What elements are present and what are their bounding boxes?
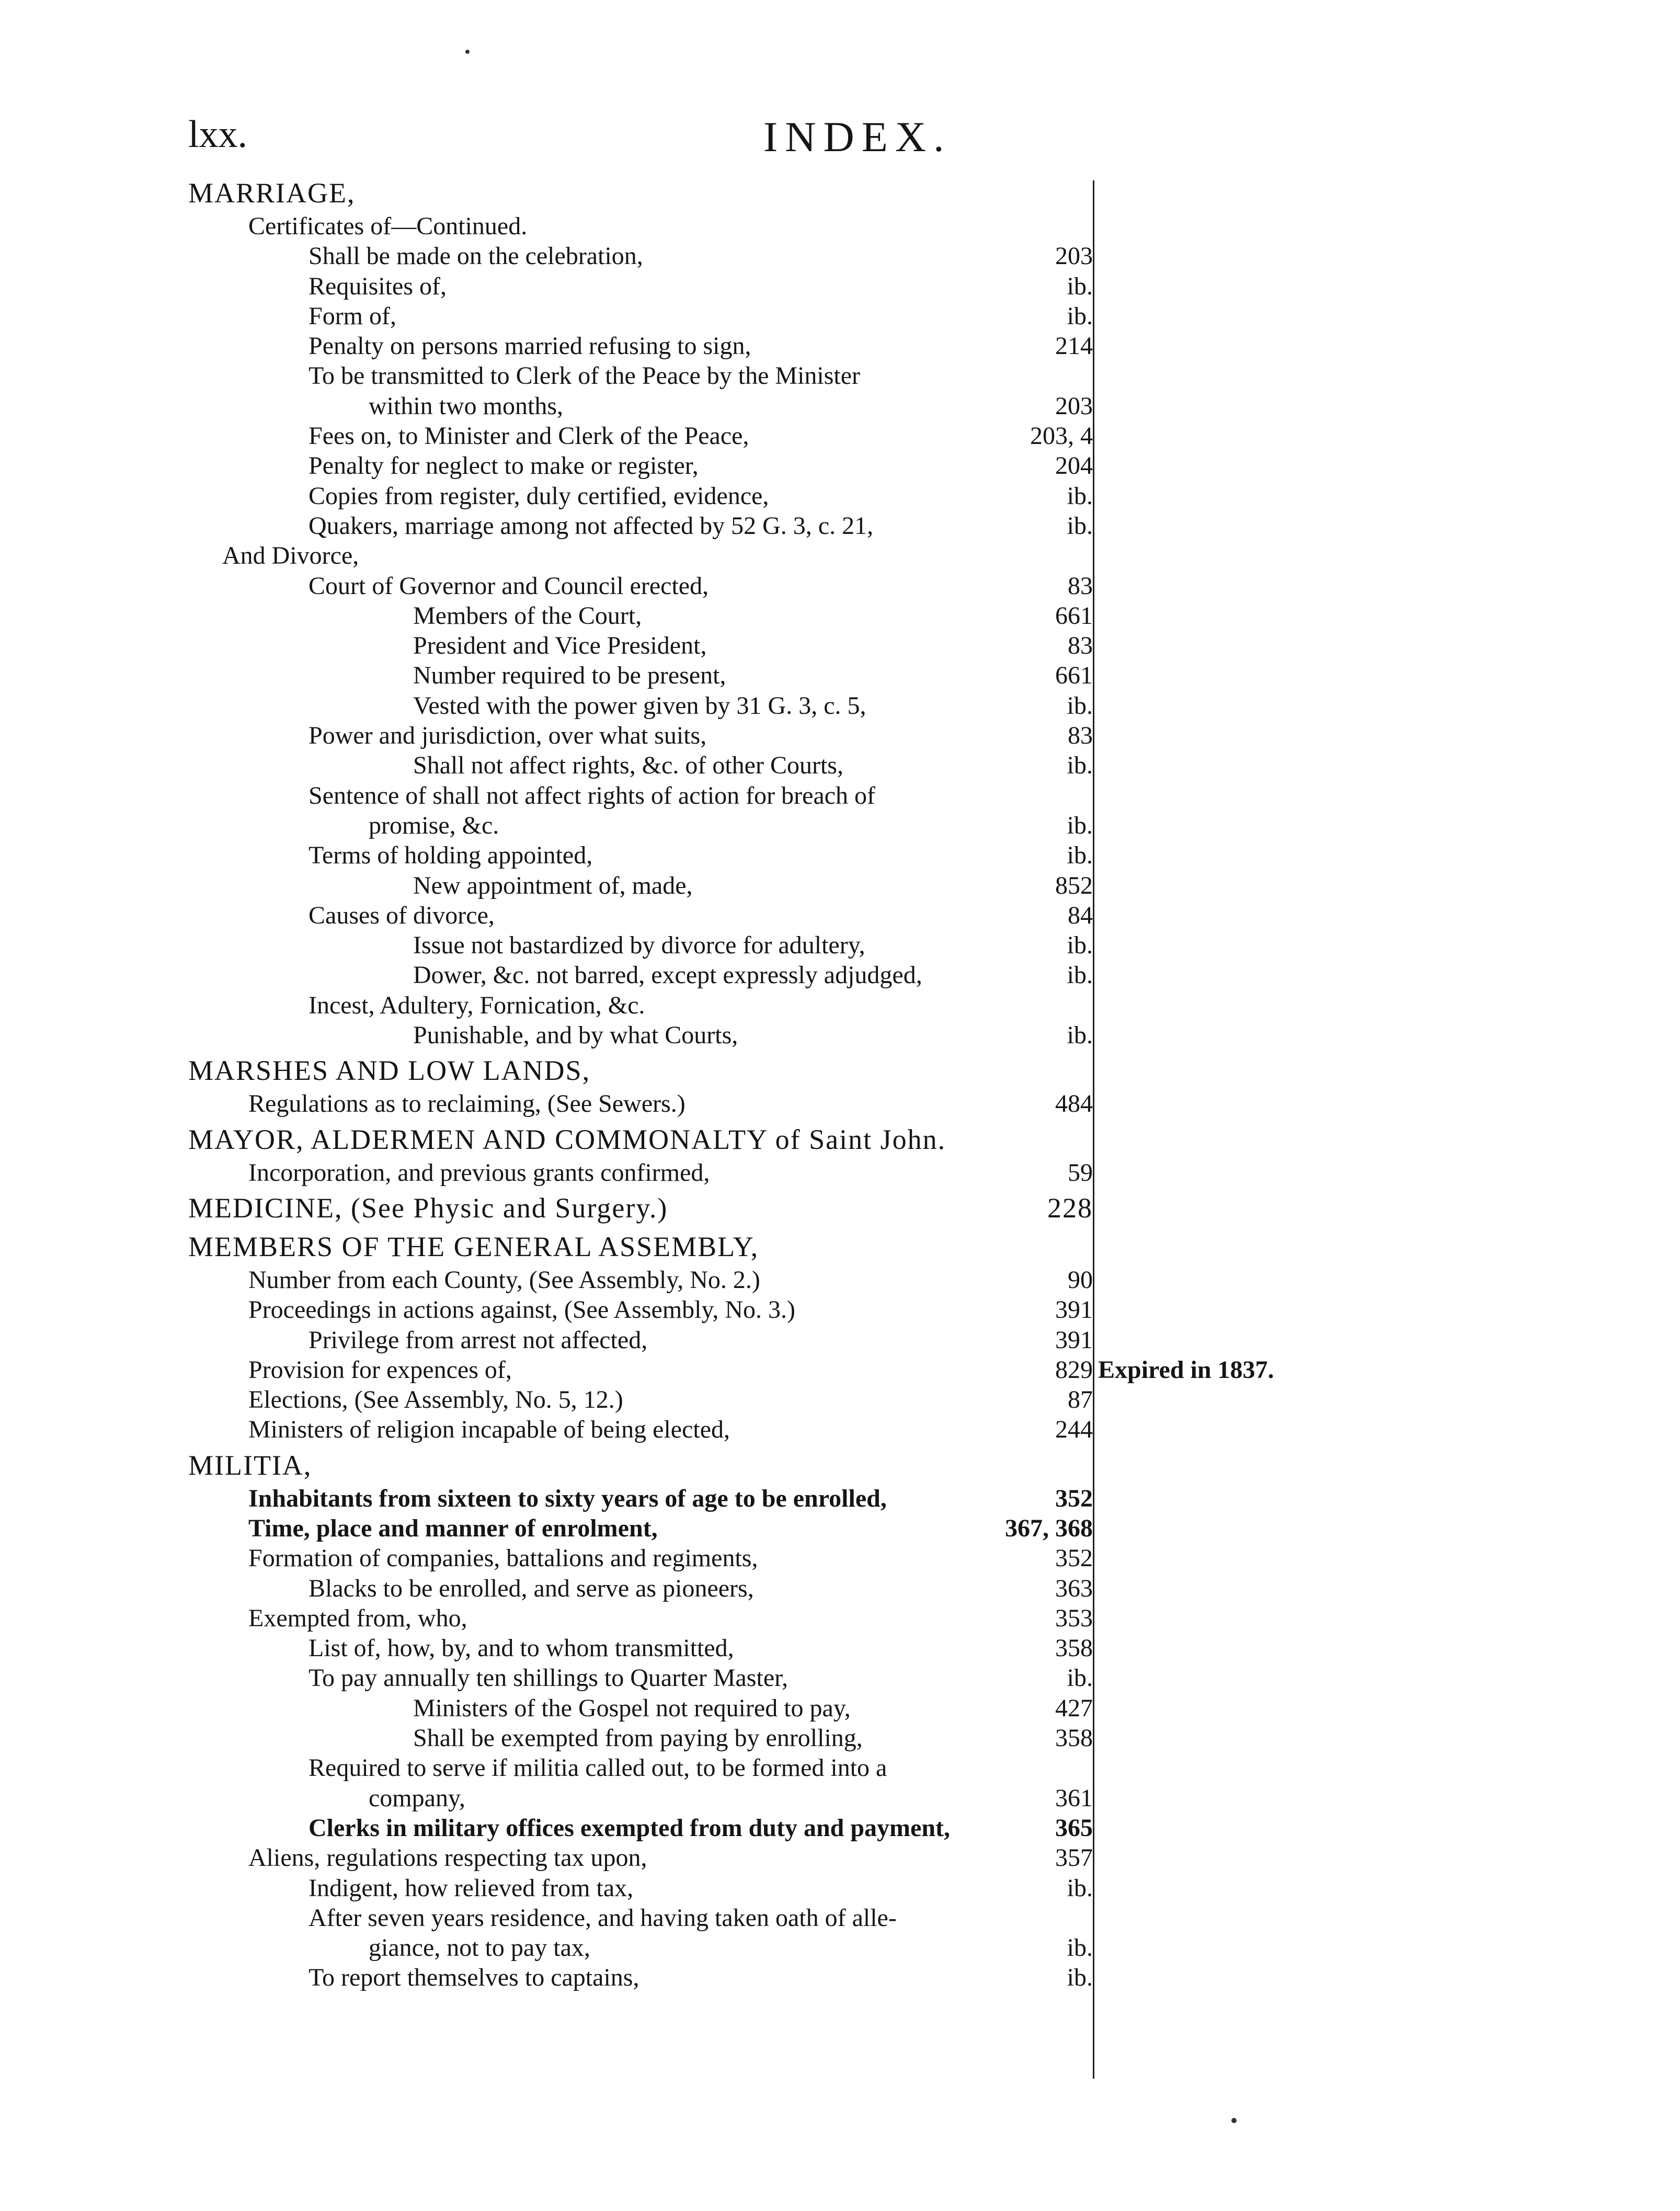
index-entry (188, 1513, 1093, 1543)
index-heading (188, 1445, 1093, 1484)
index-entry (188, 211, 1093, 241)
entry-text: Shall not affect rights, &c. of other Courts, (413, 751, 843, 780)
index-entry (188, 541, 1093, 571)
page-header (188, 112, 1354, 170)
page-reference: 829 (1055, 1355, 1093, 1384)
page-reference: 661 (1055, 662, 1093, 690)
index-entry (188, 331, 1093, 361)
index-entry (188, 721, 1093, 750)
page-reference: 204 (1055, 452, 1093, 480)
index-entry (188, 1843, 1093, 1873)
print-speck-top (465, 50, 470, 54)
page-reference: ib. (1067, 691, 1093, 720)
entry-text: within two months, (369, 392, 564, 420)
column-rule (1093, 180, 1094, 2079)
index-entry (188, 1813, 1093, 1843)
entry-text: Court of Governor and Council erected, (308, 572, 709, 600)
page-reference: ib. (1067, 1964, 1093, 1992)
page-title: INDEX. (763, 113, 952, 161)
index-entry (188, 1873, 1093, 1903)
entry-text: Shall be made on the celebration, (308, 242, 643, 270)
entry-text: New appointment of, made, (413, 871, 693, 899)
entry-text: company, (369, 1784, 465, 1812)
entry-text: Provision for expences of, (248, 1355, 512, 1384)
entry-text: Incorporation, and previous grants confirmed, (248, 1158, 710, 1187)
index-heading (188, 173, 1093, 211)
index-entry (188, 1633, 1093, 1663)
index-entry (188, 1265, 1093, 1295)
entry-text: Regulations as to reclaiming, (See Sewers.) (248, 1090, 685, 1118)
index-entry (188, 1355, 1274, 1385)
entry-text: Dower, &c. not barred, except expressly adjudged, (413, 961, 922, 989)
page-reference: 228 (1047, 1192, 1093, 1224)
page-reference: 353 (1055, 1604, 1093, 1632)
page-reference: ib. (1067, 482, 1093, 510)
entry-text: giance, not to pay tax, (369, 1934, 590, 1962)
entry-text: And Divorce, (222, 542, 359, 570)
index-entry (188, 1753, 1093, 1783)
page-reference: 367, 368 (1005, 1514, 1093, 1542)
page-reference: ib. (1067, 302, 1093, 330)
entry-text: Number required to be present, (413, 662, 726, 690)
entry-text: Terms of holding appointed, (308, 841, 593, 870)
index-entry (188, 361, 1093, 391)
index-entry (188, 1543, 1093, 1573)
index-entry (188, 930, 1093, 960)
index-entry (188, 1385, 1093, 1415)
entry-text: MILITIA, (188, 1449, 312, 1481)
index-entry (188, 1783, 1093, 1813)
entry-text: Indigent, how relieved from tax, (308, 1874, 634, 1902)
page-reference: ib. (1067, 1021, 1093, 1050)
index-entry (188, 1325, 1093, 1355)
page-reference: 203 (1055, 392, 1093, 420)
entry-text: Ministers of religion incapable of being elected, (248, 1416, 730, 1444)
entry-text: Fees on, to Minister and Clerk of the Peace, (308, 422, 749, 450)
entry-text: Vested with the power given by 31 G. 3, c. 5, (413, 691, 866, 720)
page-reference: 214 (1055, 332, 1093, 360)
page-reference: 352 (1055, 1484, 1093, 1512)
index-entry (188, 990, 1093, 1020)
entry-text: Inhabitants from sixteen to sixty years of age to be enrolled, (248, 1484, 887, 1512)
entry-text: Clerks in military offices exempted from duty and payment, (308, 1814, 950, 1842)
index-entry (188, 871, 1093, 901)
index-entry (188, 631, 1093, 660)
page-reference: 391 (1055, 1326, 1093, 1354)
page-reference: 358 (1055, 1724, 1093, 1752)
entry-text: President and Vice President, (413, 632, 707, 660)
entry-text: Certificates of—Continued. (248, 212, 528, 240)
entry-text: Elections, (See Assembly, No. 5, 12.) (248, 1386, 623, 1414)
entry-text: Form of, (308, 302, 396, 330)
page-reference: 203, 4 (1030, 422, 1093, 450)
index-entry (188, 1693, 1093, 1723)
page-reference: 361 (1055, 1784, 1093, 1812)
entry-text: Penalty on persons married refusing to sign, (308, 332, 751, 360)
margin-note: Expired in 1837. (1098, 1355, 1274, 1384)
entry-text: Aliens, regulations respecting tax upon, (248, 1844, 647, 1872)
index-entry (188, 840, 1093, 870)
entry-text: Issue not bastardized by divorce for adultery, (413, 931, 865, 960)
entry-text: MAYOR, ALDERMEN AND COMMONALTY of Saint John. (188, 1123, 946, 1155)
page-reference: 59 (1068, 1158, 1093, 1187)
page-number: lxx. (188, 113, 248, 156)
entry-text: To be transmitted to Clerk of the Peace by the Minister (308, 362, 861, 390)
index-entry (188, 421, 1093, 451)
page-reference: 391 (1055, 1296, 1093, 1324)
index-entry (188, 481, 1093, 511)
index-entry (188, 1933, 1093, 1963)
entry-text: Power and jurisdiction, over what suits, (308, 722, 707, 750)
page-reference: 358 (1055, 1634, 1093, 1662)
page-reference: 203 (1055, 242, 1093, 270)
page-reference: 90 (1068, 1266, 1093, 1294)
index-heading (188, 1050, 1093, 1089)
page-reference: 83 (1068, 632, 1093, 660)
entry-text: To report themselves to captains, (308, 1964, 639, 1992)
entry-text: Sentence of shall not affect rights of action for breach of (308, 781, 876, 810)
index-entry (188, 1415, 1093, 1444)
page-reference: 83 (1068, 572, 1093, 600)
index-list (188, 173, 1274, 1993)
entry-text: List of, how, by, and to whom transmitted, (308, 1634, 734, 1662)
entry-text: Number from each County, (See Assembly, No. 2.) (248, 1266, 760, 1294)
entry-text: promise, &c. (369, 811, 499, 839)
entry-text: To pay annually ten shillings to Quarter Master, (308, 1664, 788, 1692)
index-entry (188, 1089, 1093, 1119)
entry-text: Required to serve if militia called out, to be formed into a (308, 1754, 887, 1782)
entry-text: MEDICINE, (See Physic and Surgery.) (188, 1192, 668, 1224)
index-entry (188, 781, 1093, 811)
entry-text: Copies from register, duly certified, evidence, (308, 482, 769, 510)
index-entry (188, 271, 1093, 301)
index-entry (188, 1484, 1093, 1513)
page-reference: ib. (1067, 511, 1093, 540)
page-reference: 852 (1055, 871, 1093, 899)
page-reference: ib. (1067, 1664, 1093, 1692)
entry-text: Shall be exempted from paying by enrolling, (413, 1724, 863, 1752)
print-speck-bottom (1231, 2118, 1237, 2123)
index-entry (188, 1574, 1093, 1603)
entry-text: Time, place and manner of enrolment, (248, 1514, 658, 1542)
entry-text: Privilege from arrest not affected, (308, 1326, 648, 1354)
entry-text: Punishable, and by what Courts, (413, 1021, 738, 1050)
page-reference: 363 (1055, 1574, 1093, 1602)
index-entry (188, 451, 1093, 481)
page-reference: 352 (1055, 1544, 1093, 1572)
index-entry (188, 1903, 1093, 1933)
index-heading (188, 1188, 1093, 1226)
entry-text: Incest, Adultery, Fornication, &c. (308, 991, 645, 1019)
page-reference: ib. (1067, 961, 1093, 989)
page-reference: ib. (1067, 1934, 1093, 1962)
index-entry (188, 511, 1093, 541)
page-reference: 84 (1068, 901, 1093, 929)
index-entry (188, 1723, 1093, 1753)
entry-text: Members of the Court, (413, 601, 642, 630)
entry-text: MEMBERS OF THE GENERAL ASSEMBLY, (188, 1230, 759, 1262)
page-reference: 87 (1068, 1386, 1093, 1414)
index-heading (188, 1226, 1093, 1265)
entry-text: MARRIAGE, (188, 177, 356, 209)
page-reference: ib. (1067, 751, 1093, 780)
index-entry (188, 691, 1093, 721)
page-reference: 484 (1055, 1090, 1093, 1118)
index-entry (188, 960, 1093, 990)
index-entry (188, 1963, 1093, 1992)
entry-text: Formation of companies, battalions and regiments, (248, 1544, 758, 1572)
index-entry (188, 391, 1093, 421)
entry-text: Exempted from, who, (248, 1604, 467, 1632)
index-entry (188, 1020, 1093, 1050)
entry-text: MARSHES AND LOW LANDS, (188, 1055, 591, 1087)
entry-text: Ministers of the Gospel not required to pay, (413, 1694, 851, 1722)
page-reference: ib. (1067, 841, 1093, 870)
index-entry (188, 301, 1093, 331)
index-entry (188, 1295, 1093, 1325)
page-reference: 661 (1055, 601, 1093, 630)
entry-text: Penalty for neglect to make or register, (308, 452, 699, 480)
entry-text: Requisites of, (308, 272, 447, 300)
page-reference: 357 (1055, 1844, 1093, 1872)
page-reference: ib. (1067, 931, 1093, 960)
entry-text: Proceedings in actions against, (See Assembly, No. 3.) (248, 1296, 796, 1324)
page-reference: ib. (1067, 272, 1093, 300)
index-entry (188, 601, 1093, 631)
index-entry (188, 660, 1093, 690)
index-entry (188, 811, 1093, 840)
entry-text: Blacks to be enrolled, and serve as pioneers, (308, 1574, 754, 1602)
index-entry (188, 241, 1093, 271)
page-reference: ib. (1067, 1874, 1093, 1902)
page-reference: 427 (1055, 1694, 1093, 1722)
index-entry (188, 1603, 1093, 1633)
entry-text: After seven years residence, and having taken oath of alle- (308, 1904, 897, 1932)
page-reference: 83 (1068, 722, 1093, 750)
entry-text: Quakers, marriage among not affected by 52 G. 3, c. 21, (308, 511, 874, 540)
entry-text: Causes of divorce, (308, 901, 495, 929)
index-entry (188, 750, 1093, 780)
page-reference: 365 (1055, 1814, 1093, 1842)
page-reference: 244 (1055, 1416, 1093, 1444)
index-entry (188, 1158, 1093, 1188)
page-reference: ib. (1067, 811, 1093, 839)
index-heading (188, 1119, 1093, 1158)
index-entry (188, 1663, 1093, 1693)
index-entry (188, 571, 1093, 601)
index-entry (188, 901, 1093, 930)
